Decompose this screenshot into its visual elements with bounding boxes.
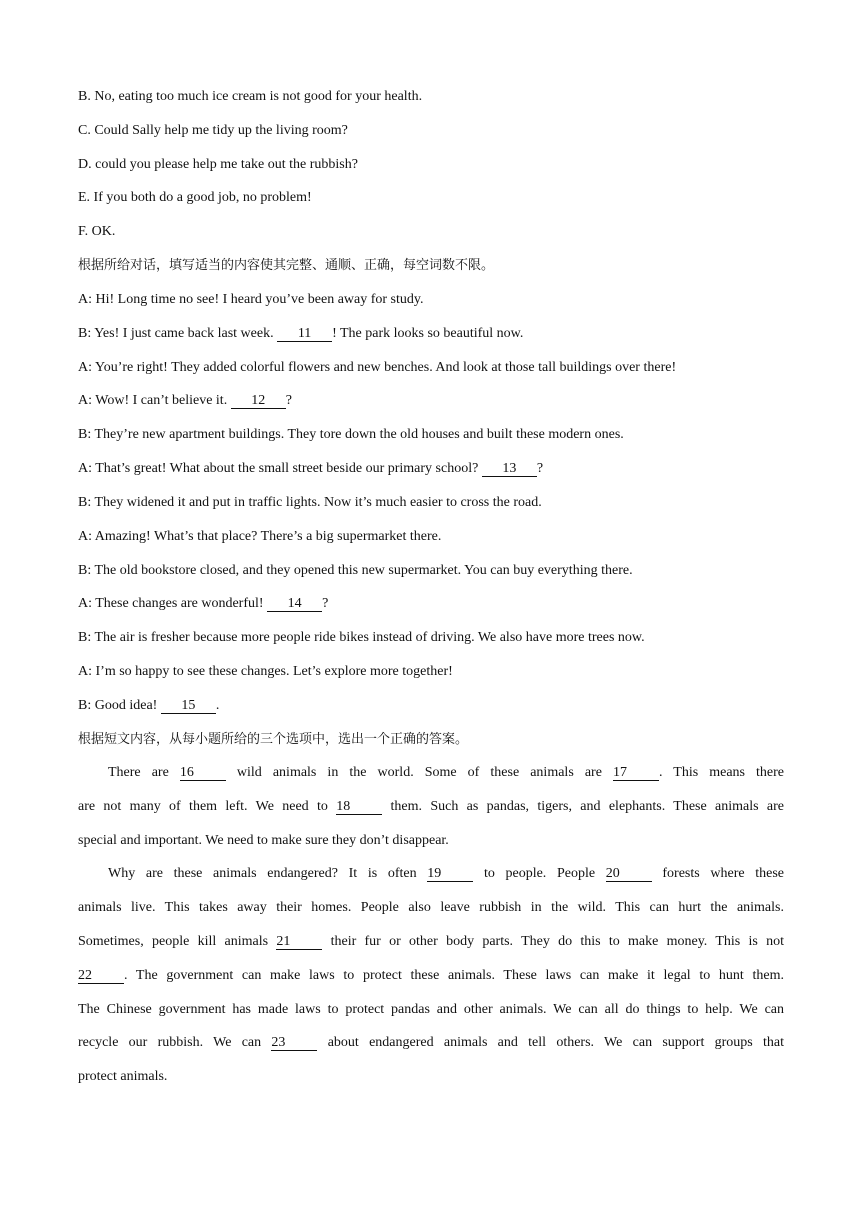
blank-16[interactable]: 16 — [180, 763, 226, 783]
dialogue-text: . — [215, 698, 220, 713]
passage-text: Why are these animals endangered? It is often — [108, 866, 428, 881]
blank-12[interactable]: 12 — [231, 391, 286, 411]
dialogue-line: A: You’re right! They added colorful flowers and new benches. And look at those tall buildings over there! — [78, 360, 677, 375]
dialogue-line: B: The air is fresher because more people ride bikes instead of driving. We also have more trees now. — [78, 630, 645, 645]
dialogue-line — [78, 459, 784, 479]
blank-13[interactable]: 13 — [482, 459, 537, 479]
passage-line: special and important. We need to make sure they don’t disappear. — [78, 833, 449, 848]
passage-text: recycle our rubbish. We can — [78, 1035, 272, 1050]
passage-text: forests where these — [651, 866, 784, 881]
passage-text: . The government can make laws to protect these animals. These laws can make it legal to hunt them. — [124, 968, 784, 983]
passage-line — [108, 763, 784, 783]
dialogue-text: A: These changes are wonderful! — [78, 596, 268, 611]
dialogue-line: B: They’re new apartment buildings. They tore down the old houses and built these modern ones. — [78, 427, 624, 442]
section2-instruction: 根据所给对话，填写适当的内容使其完整、通顺、正确，每空词数不限。 — [78, 258, 495, 273]
passage-text: wild animals in the world. Some of these animals are — [225, 765, 613, 780]
blank-20[interactable]: 20 — [606, 864, 652, 884]
passage-text: about endangered animals and tell others. We can support groups that — [317, 1035, 784, 1050]
dialogue-text: B: Good idea! — [78, 698, 161, 713]
passage-line — [108, 864, 784, 884]
option-c: C. Could Sally help me tidy up the living room? — [78, 123, 348, 138]
passage-line — [78, 1033, 784, 1053]
passage-line — [78, 932, 784, 952]
passage-text: them. Such as pandas, tigers, and elephants. These animals are — [382, 799, 784, 814]
dialogue-line — [78, 324, 784, 344]
dialogue-line: A: I’m so happy to see these changes. Let’s explore more together! — [78, 664, 453, 679]
dialogue-text: A: Wow! I can’t believe it. — [78, 393, 231, 408]
passage-line: The Chinese government has made laws to protect pandas and other animals. We can all do things to help. We can — [78, 1002, 784, 1017]
passage-text: Sometimes, people kill animals — [78, 934, 277, 949]
passage-line: animals live. This takes away their homes. People also leave rubbish in the wild. This can hurt the animals. — [78, 900, 784, 915]
dialogue-line: B: They widened it and put in traffic lights. Now it’s much easier to cross the road. — [78, 495, 542, 510]
blank-17[interactable]: 17 — [613, 763, 659, 783]
option-e: E. If you both do a good job, no problem! — [78, 190, 312, 205]
dialogue-line: A: Hi! Long time no see! I heard you’ve been away for study. — [78, 292, 424, 307]
dialogue-text: A: That’s great! What about the small street beside our primary school? — [78, 461, 482, 476]
blank-15[interactable]: 15 — [161, 696, 216, 716]
dialogue-line: B: The old bookstore closed, and they opened this new supermarket. You can buy everything there. — [78, 563, 633, 578]
option-f: F. OK. — [78, 224, 116, 239]
blank-18[interactable]: 18 — [336, 797, 382, 817]
dialogue-line: A: Amazing! What’s that place? There’s a big supermarket there. — [78, 529, 442, 544]
blank-14[interactable]: 14 — [267, 594, 322, 614]
blank-21[interactable]: 21 — [276, 932, 322, 952]
dialogue-text: ! The park looks so beautiful now. — [332, 326, 524, 341]
dialogue-text: ? — [322, 596, 329, 611]
option-d: D. could you please help me take out the rubbish? — [78, 157, 358, 172]
option-b: B. No, eating too much ice cream is not good for your health. — [78, 89, 423, 104]
passage-text: . This means there — [658, 765, 785, 780]
dialogue-line — [78, 594, 784, 614]
passage-text: are not many of them left. We need to — [78, 799, 337, 814]
dialogue-line — [78, 391, 784, 411]
passage-text: There are — [108, 765, 180, 780]
passage-text: to people. People — [473, 866, 606, 881]
passage-line — [78, 797, 784, 817]
passage-text: their fur or other body parts. They do this to make money. This is not — [322, 934, 784, 949]
dialogue-line — [78, 696, 784, 716]
blank-19[interactable]: 19 — [427, 864, 473, 884]
dialogue-text: B: Yes! I just came back last week. — [78, 326, 278, 341]
dialogue-text: ? — [536, 461, 544, 476]
section3-instruction: 根据短文内容，从每小题所给的三个选项中，选出一个正确的答案。 — [78, 732, 469, 747]
blank-11[interactable]: 11 — [277, 324, 332, 344]
passage-line: protect animals. — [78, 1069, 168, 1084]
blank-23[interactable]: 23 — [271, 1033, 317, 1053]
blank-22[interactable]: 22 — [78, 966, 124, 986]
passage-line — [78, 966, 784, 986]
dialogue-text: ? — [285, 393, 292, 408]
